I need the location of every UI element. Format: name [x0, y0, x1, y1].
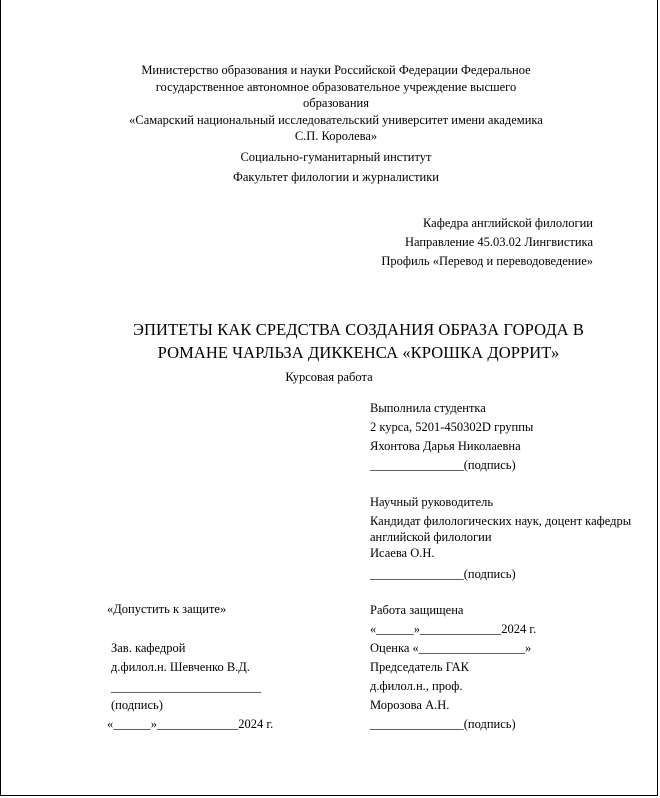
- title-line-2: РОМАНЕ ЧАРЛЬЗА ДИККЕНСА «КРОШКА ДОРРИТ»: [157, 343, 560, 362]
- advisor-title-line-1: Кандидат филологических наук, доцент кафедры: [370, 514, 632, 528]
- commission-chair-title: д.филол.н., проф.: [370, 679, 463, 693]
- head-label: Зав. кафедрой: [111, 641, 186, 655]
- advisor-title-line-2: английской филологии: [370, 530, 492, 544]
- student-course: 2 курса, 5201-450302D группы: [370, 420, 534, 434]
- header-line-5: С.П. Королева»: [294, 129, 378, 143]
- commission-chair-name: Морозова А.Н.: [370, 698, 450, 712]
- department-block: [381, 214, 593, 271]
- header-line-2: государственное автономное образовательное учреждение высшего: [155, 79, 517, 94]
- student-signature: _______________(подпись): [370, 458, 516, 472]
- admission-label: «Допустить к защите»: [107, 602, 227, 616]
- commission-chair-signature: _______________(подпись): [370, 717, 516, 731]
- advisor-name: Исаева О.Н.: [370, 546, 435, 560]
- ministry-header: [101, 62, 571, 186]
- department-profile: Профиль «Перевод и переводоведение»: [381, 254, 593, 268]
- header-line-1: Министерство образования и науки Российской Федерации Федеральное: [141, 63, 531, 77]
- student-name: Яхонтова Дарья Николаевна: [370, 439, 521, 453]
- header-line-3: образования: [303, 96, 369, 110]
- department-direction: Направление 45.03.02 Лингвистика: [404, 235, 593, 249]
- work-title: [61, 318, 656, 364]
- institute-name: Социально-гуманитарный институт: [240, 149, 432, 164]
- department-chair: Кафедра английской филологии: [423, 216, 593, 230]
- commission-chair-label: Председатель ГАК: [370, 660, 469, 674]
- defense-date: «______»_____________2024 г.: [370, 622, 537, 636]
- student-label: Выполнила студентка: [370, 401, 486, 415]
- defense-label: Работа защищена: [370, 603, 464, 617]
- advisor-label: Научный руководитель: [370, 495, 494, 509]
- defense-block: [370, 601, 536, 734]
- faculty-name: Факультет филологии и журналистики: [233, 170, 439, 184]
- admission-date: «______»_____________2024 г.: [107, 717, 274, 731]
- defense-grade: Оценка «_________________»: [370, 641, 532, 655]
- student-block: [370, 399, 533, 475]
- title-line-1: ЭПИТЕТЫ КАК СРЕДСТВА СОЗДАНИЯ ОБРАЗА ГОРОДА В: [132, 320, 585, 339]
- advisor-signature: _______________(подпись): [370, 567, 516, 581]
- head-signature-line: ________________________: [111, 680, 261, 694]
- head-name: д.филол.н. Шевченко В.Д.: [111, 660, 250, 674]
- work-type: Курсовая работа: [285, 370, 373, 384]
- header-line-4: «Самарский национальный исследовательский университет имени академика: [129, 112, 543, 127]
- head-signature-caption: (подпись): [111, 698, 163, 712]
- advisor-block: [370, 494, 631, 582]
